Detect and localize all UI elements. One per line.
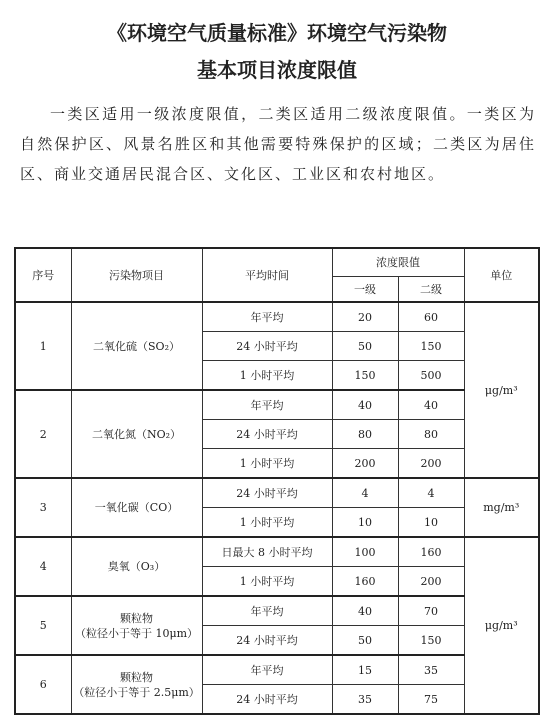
pollutant-limits-table [14, 247, 540, 715]
cell-unit-ug: μg/m³ [464, 537, 539, 714]
cell-period: 1 小时平均 [202, 361, 332, 391]
cell-grade1: 4 [332, 478, 398, 508]
header-period: 平均时间 [202, 248, 332, 302]
cell-no: 3 [15, 478, 71, 537]
cell-no: 5 [15, 596, 71, 655]
cell-grade2: 60 [398, 302, 464, 332]
cell-grade2: 80 [398, 420, 464, 449]
doc-title-line2: 基本项目浓度限值 [197, 58, 357, 82]
cell-no: 1 [15, 302, 71, 390]
cell-grade2: 500 [398, 361, 464, 391]
cell-no: 6 [15, 655, 71, 714]
cell-grade2: 75 [398, 685, 464, 715]
cell-period: 1 小时平均 [202, 508, 332, 538]
cell-period: 1 小时平均 [202, 449, 332, 479]
pollutant-name: 颗粒物 [120, 611, 153, 625]
cell-grade2: 160 [398, 537, 464, 567]
cell-period: 年平均 [202, 596, 332, 626]
cell-grade1: 20 [332, 302, 398, 332]
cell-grade2: 10 [398, 508, 464, 538]
header-unit: 单位 [464, 248, 539, 302]
cell-grade1: 80 [332, 420, 398, 449]
cell-grade2: 40 [398, 390, 464, 420]
pollutant-note: （粒径小于等于 10μm） [74, 626, 199, 640]
cell-grade1: 40 [332, 390, 398, 420]
header-pollutant: 污染物项目 [71, 248, 202, 302]
cell-grade1: 200 [332, 449, 398, 479]
cell-grade2: 200 [398, 449, 464, 479]
cell-grade1: 10 [332, 508, 398, 538]
cell-grade1: 15 [332, 655, 398, 685]
cell-period: 24 小时平均 [202, 332, 332, 361]
cell-unit-ug: μg/m³ [464, 302, 539, 478]
pollutant-note: （粒径小于等于 2.5μm） [73, 685, 200, 699]
cell-period: 24 小时平均 [202, 420, 332, 449]
cell-grade1: 50 [332, 332, 398, 361]
cell-period: 日最大 8 小时平均 [202, 537, 332, 567]
cell-period: 24 小时平均 [202, 685, 332, 715]
cell-period: 年平均 [202, 655, 332, 685]
cell-grade1: 100 [332, 537, 398, 567]
cell-grade2: 150 [398, 332, 464, 361]
cell-period: 年平均 [202, 302, 332, 332]
cell-period: 1 小时平均 [202, 567, 332, 597]
cell-pollutant [71, 655, 202, 714]
header-grade2: 二级 [398, 277, 464, 303]
intro-paragraph: 一类区适用一级浓度限值，二类区适用二级浓度限值。一类区为自然保护区、风景名胜区和其他需要特殊保护的区域；二类区为居住区、商业交通居民混合区、文化区、工业区和农村地区。 [20, 105, 536, 183]
pollutant-name: 颗粒物 [120, 670, 153, 684]
cell-grade2: 150 [398, 626, 464, 656]
header-limit: 浓度限值 [332, 248, 464, 277]
cell-period: 24 小时平均 [202, 478, 332, 508]
cell-grade1: 40 [332, 596, 398, 626]
cell-no: 2 [15, 390, 71, 478]
cell-grade2: 200 [398, 567, 464, 597]
cell-grade2: 4 [398, 478, 464, 508]
cell-period: 24 小时平均 [202, 626, 332, 656]
cell-grade1: 150 [332, 361, 398, 391]
cell-grade1: 160 [332, 567, 398, 597]
cell-pollutant [71, 596, 202, 655]
cell-pollutant: 一氧化碳（CO） [71, 478, 202, 537]
cell-grade1: 50 [332, 626, 398, 656]
cell-unit-mg: mg/m³ [464, 478, 539, 537]
cell-pollutant: 二氧化氮（NO₂） [71, 390, 202, 478]
cell-pollutant: 二氧化硫（SO₂） [71, 302, 202, 390]
cell-grade1: 35 [332, 685, 398, 715]
header-no: 序号 [15, 248, 71, 302]
cell-period: 年平均 [202, 390, 332, 420]
cell-grade2: 35 [398, 655, 464, 685]
cell-grade2: 70 [398, 596, 464, 626]
header-grade1: 一级 [332, 277, 398, 303]
doc-title-line1: 《环境空气质量标准》环境空气污染物 [107, 21, 447, 45]
cell-no: 4 [15, 537, 71, 596]
cell-pollutant: 臭氧（O₃） [71, 537, 202, 596]
